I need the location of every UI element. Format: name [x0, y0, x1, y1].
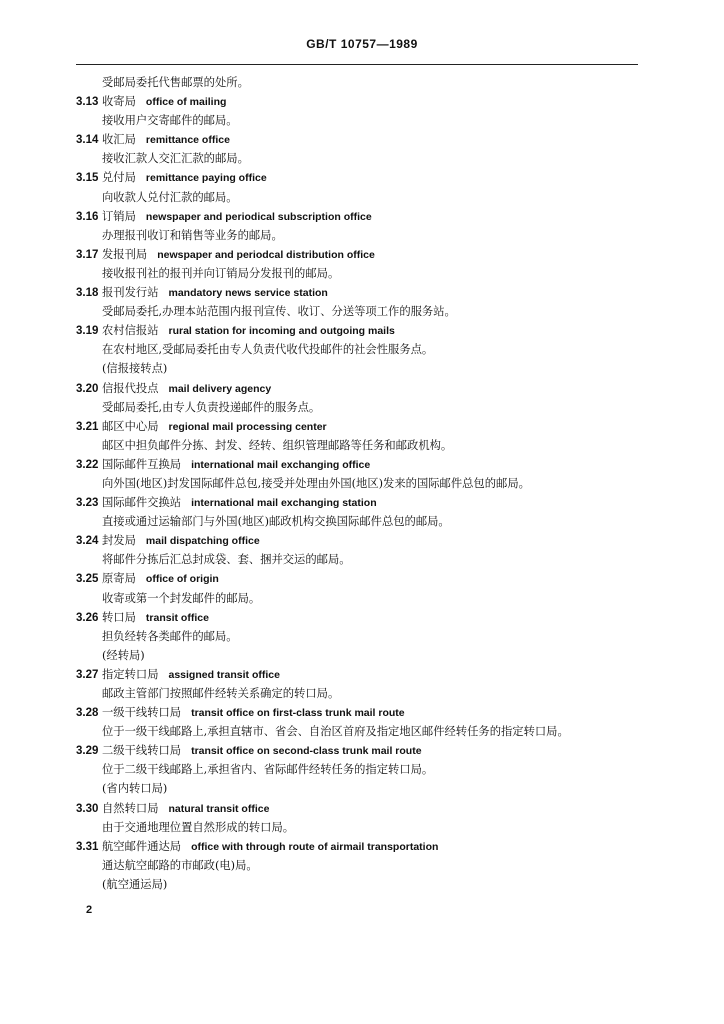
term-english: remittance office	[145, 134, 230, 147]
term-entry	[76, 245, 636, 264]
term-chinese: 一级干线转口局	[102, 706, 182, 720]
term-english: assigned transit office	[168, 668, 280, 681]
term-definition: 位于二级干线邮路上,承担省内、省际邮件经转任务的指定转口局。	[102, 763, 434, 777]
term-english: transit office on first-class trunk mail route	[191, 707, 405, 720]
term-chinese: 邮区中心局	[102, 419, 159, 433]
term-definition: 办理报刊收订和销售等业务的邮局。	[102, 228, 283, 242]
term-number: 3.23	[76, 497, 99, 510]
term-entry	[76, 92, 636, 111]
term-entry	[76, 379, 636, 398]
term-number: 3.28	[76, 707, 99, 720]
term-entry	[76, 493, 636, 512]
term-number: 3.27	[76, 668, 99, 681]
term-number: 3.22	[76, 458, 99, 471]
term-chinese: 原寄局	[102, 572, 136, 586]
term-number: 3.19	[76, 325, 99, 338]
term-english: regional mail processing center	[168, 420, 327, 433]
term-definition: 邮政主管部门按照邮件经转关系确定的转口局。	[102, 687, 340, 700]
term-definition: 向外国(地区)封发国际邮件总包,接受并处理由外国(地区)发来的国际邮件总包的邮局。	[102, 476, 530, 490]
intro-line: 受邮局委托代售邮票的处所。	[102, 76, 249, 89]
term-english: mail dispatching office	[145, 535, 260, 548]
term-number: 3.15	[76, 172, 99, 185]
term-number: 3.26	[76, 611, 99, 624]
term-definition: 位于一级干线邮路上,承担直辖市、省会、自治区首府及指定地区邮件经转任务的指定转口局。	[102, 725, 569, 739]
term-number: 3.30	[76, 802, 99, 815]
term-entry	[76, 283, 636, 302]
term-english: office with through route of airmail transportation	[191, 840, 439, 853]
term-entry	[76, 703, 636, 722]
term-chinese: 兑付局	[102, 171, 136, 185]
term-number: 3.14	[76, 134, 99, 147]
term-definition: 将邮件分拣后汇总封成袋、套、捆并交运的邮局。	[102, 553, 351, 567]
term-number: 3.25	[76, 573, 99, 586]
term-english: international mail exchanging station	[191, 497, 377, 510]
term-definition: 收寄或第一个封发邮件的邮局。	[102, 591, 261, 605]
term-english: transit office	[145, 611, 209, 624]
term-chinese: 订销局	[102, 209, 136, 223]
term-number: 3.31	[76, 840, 99, 853]
term-definition: (省内转口局)	[102, 782, 168, 796]
term-entry	[76, 168, 636, 187]
term-chinese: 转口局	[102, 610, 136, 624]
term-entry	[76, 531, 636, 550]
term-entry	[76, 837, 636, 856]
term-entry	[76, 455, 636, 474]
term-definition: 通达航空邮路的市邮政(电)局。	[102, 858, 258, 872]
term-entry	[76, 207, 636, 226]
term-chinese: 国际邮件互换局	[102, 457, 182, 471]
term-english: mandatory news service station	[168, 287, 328, 300]
term-entry	[76, 321, 636, 340]
term-english: mail delivery agency	[168, 382, 272, 395]
term-number: 3.24	[76, 535, 99, 548]
entry-list	[76, 92, 636, 894]
term-english: office of mailing	[145, 96, 227, 109]
term-english: natural transit office	[168, 802, 270, 815]
term-number: 3.18	[76, 287, 99, 300]
document-header: GB/T 10757—1989	[306, 37, 418, 51]
term-chinese: 封发局	[102, 534, 136, 548]
term-english: office of origin	[145, 573, 219, 586]
term-definition: 接收汇款人交汇汇款的邮局。	[102, 152, 249, 166]
term-definition: 接收用户交寄邮件的邮局。	[102, 114, 238, 128]
term-english: transit office on second-class trunk mail route	[191, 745, 422, 758]
term-entry	[76, 665, 636, 684]
term-english: international mail exchanging office	[191, 458, 371, 471]
term-english: remittance paying office	[145, 172, 267, 185]
term-entry	[76, 799, 636, 818]
term-entry	[76, 417, 636, 436]
term-entry	[76, 741, 636, 760]
term-number: 3.17	[76, 248, 99, 261]
term-chinese: 收汇局	[102, 133, 136, 147]
term-chinese: 指定转口局	[102, 667, 159, 681]
term-number: 3.13	[76, 96, 99, 109]
term-english: newspaper and periodical subscription office	[145, 210, 372, 223]
term-chinese: 国际邮件交换站	[102, 496, 182, 510]
term-entry	[76, 608, 636, 627]
term-number: 3.20	[76, 382, 99, 395]
content	[76, 73, 636, 894]
term-entry	[76, 569, 636, 588]
term-definition: (经转局)	[102, 648, 145, 662]
term-definition: 直接或通过运输部门与外国(地区)邮政机构交换国际邮件总包的邮局。	[102, 515, 450, 529]
term-definition: 担负经转各类邮件的邮局。	[102, 629, 238, 643]
term-chinese: 发报刊局	[102, 247, 148, 261]
term-definition: 向收款人兑付汇款的邮局。	[102, 190, 238, 204]
term-chinese: 航空邮件通达局	[102, 839, 182, 853]
term-chinese: 收寄局	[102, 95, 136, 109]
term-chinese: 自然转口局	[102, 801, 159, 815]
term-definition: 邮区中担负邮件分拣、封发、经转、组织管理邮路等任务和邮政机构。	[102, 438, 453, 452]
term-entry	[76, 130, 636, 149]
term-number: 3.16	[76, 210, 99, 223]
term-chinese: 信报代投点	[102, 381, 159, 395]
term-chinese: 农村信报站	[102, 324, 159, 338]
term-definition: 在农村地区,受邮局委托由专人负责代收代投邮件的社会性服务点。	[102, 343, 434, 357]
term-chinese: 二级干线转口局	[102, 744, 182, 758]
term-number: 3.29	[76, 745, 99, 758]
term-definition: 接收报刊社的报刊并向订销局分发报刊的邮局。	[102, 266, 340, 280]
term-number: 3.21	[76, 420, 99, 433]
term-definition: (航空通运局)	[102, 877, 168, 891]
page-number: 2	[86, 904, 93, 916]
term-definition: 受邮局委托,办理本站范围内报刊宣传、收订、分送等项工作的服务站。	[102, 305, 456, 319]
term-english: rural station for incoming and outgoing mails	[168, 325, 395, 338]
term-definition: 受邮局委托,由专人负责投递邮件的服务点。	[102, 400, 321, 414]
term-english: newspaper and periodcal distribution office	[157, 248, 375, 261]
term-chinese: 报刊发行站	[102, 286, 159, 300]
term-definition: 由于交通地理位置自然形成的转口局。	[102, 820, 295, 834]
term-definition: (信报接转点)	[102, 362, 168, 376]
header-rule	[76, 64, 638, 65]
